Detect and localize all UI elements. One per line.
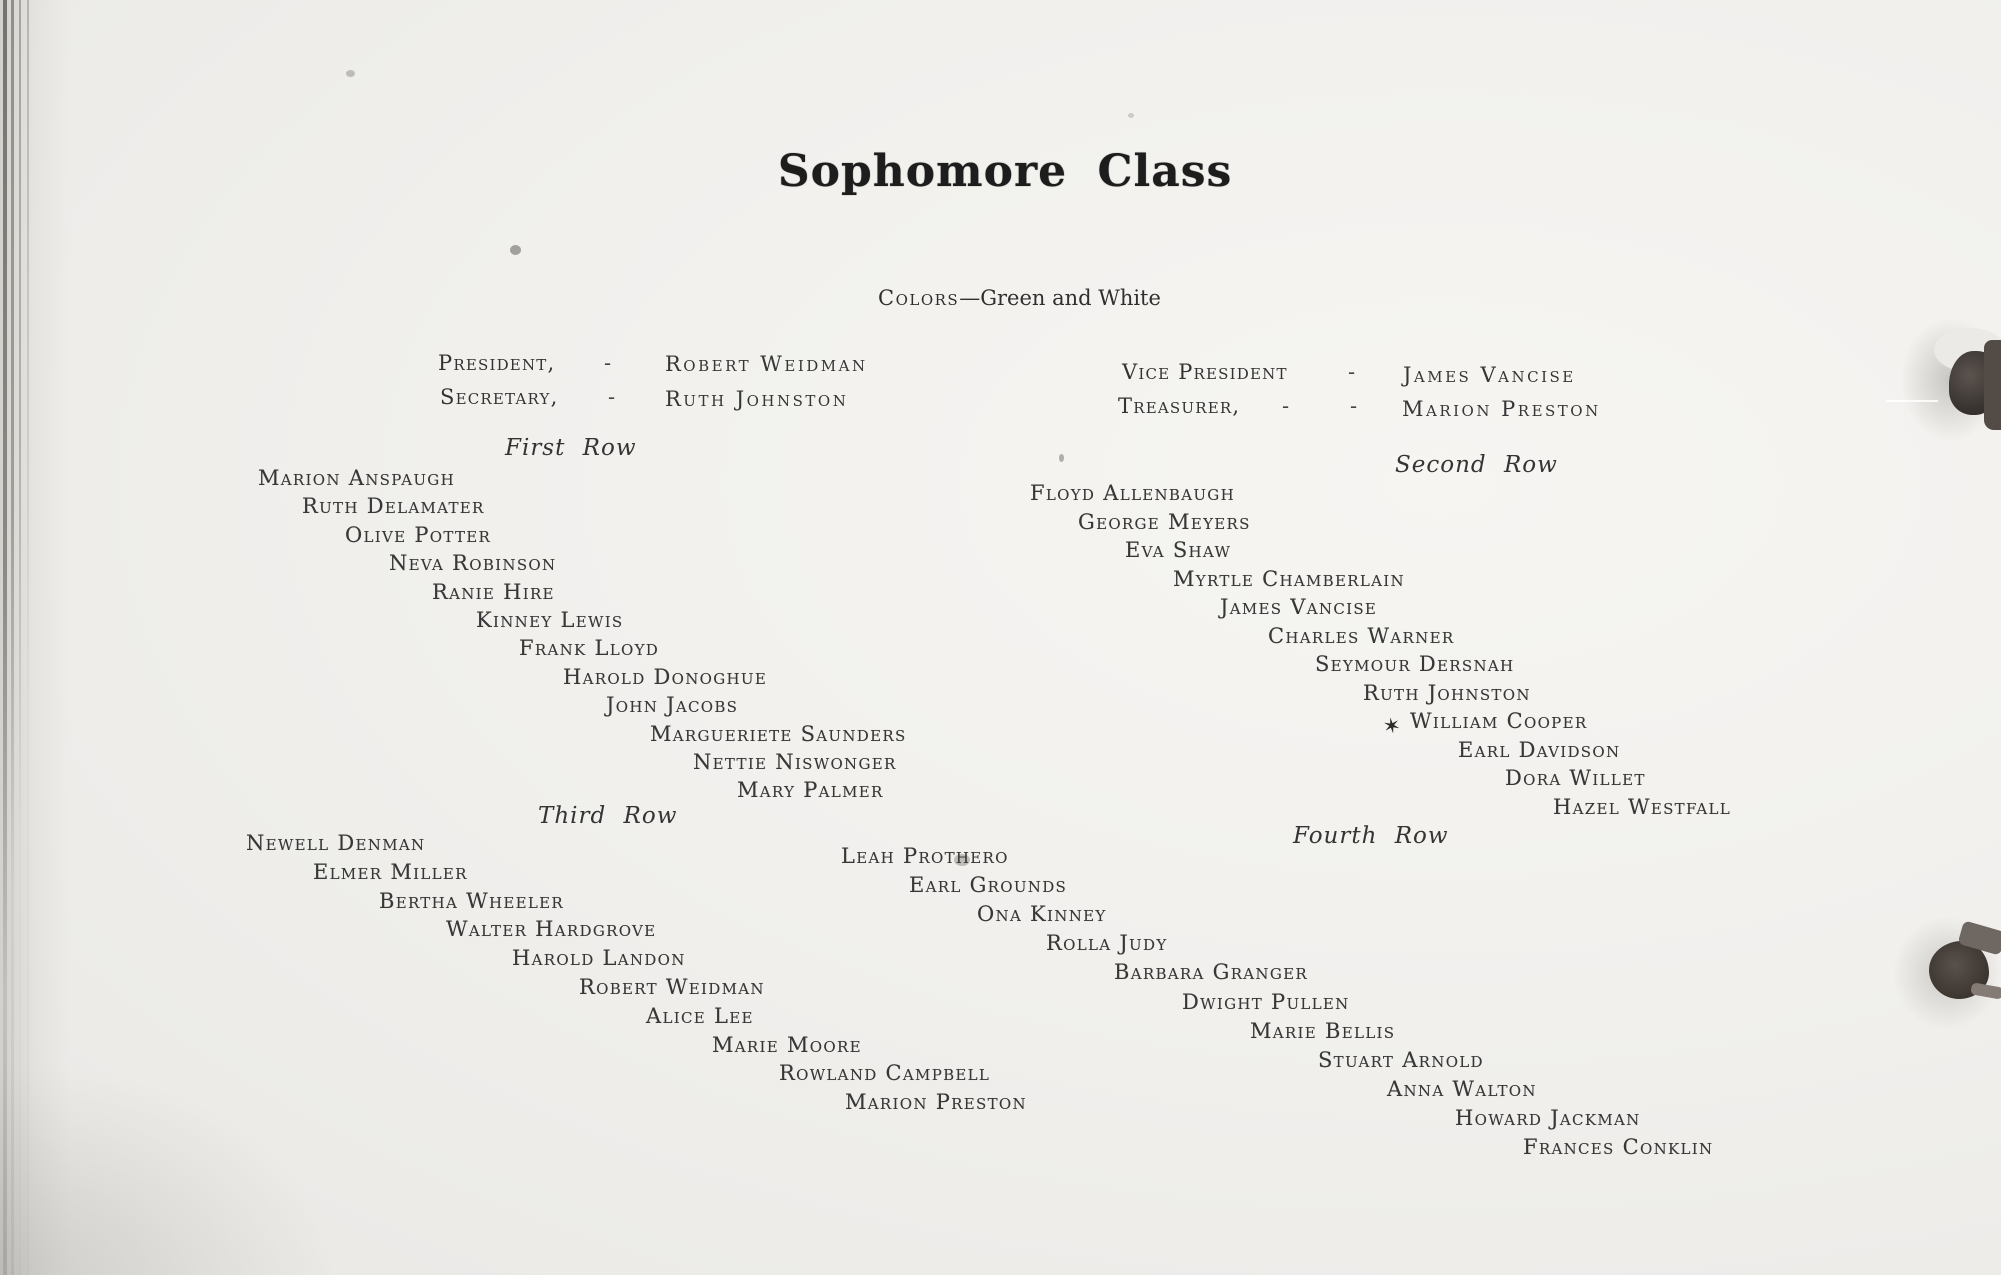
student-name: Newell Denman [246,831,426,855]
student-name: Rowland Campbell [779,1061,991,1085]
student-name: Marie Bellis [1250,1019,1396,1043]
page-title: Sophomore Class [777,146,1233,197]
student-name: Hazel Westfall [1553,795,1732,819]
student-name: Marion Anspaugh [258,466,455,490]
student-name: Rolla Judy [1046,931,1168,955]
student-name: Kinney Lewis [476,608,624,632]
student-name: Ruth Johnston [1363,681,1531,705]
second-row-heading: Second Row [1395,452,1558,478]
student-name: Charles Warner [1268,624,1455,648]
student-name: Nettie Niswonger [693,750,897,774]
student-name: Howard Jackman [1455,1106,1641,1130]
student-name: Alice Lee [646,1004,754,1028]
third-row-heading: Third Row [538,803,678,829]
dash: - [608,385,616,409]
dust-speck [954,854,970,866]
secretary-label: Secretary, [440,385,559,409]
student-name: John Jacobs [606,693,739,717]
student-name: Mary Palmer [737,778,884,802]
colors-value: —Green and White [959,286,1161,310]
student-name: Earl Davidson [1458,738,1621,762]
student-name: Dora Willet [1505,766,1646,790]
student-name: Ruth Delamater [302,494,485,518]
student-name: Margueriete Saunders [650,722,907,746]
student-name: Eva Shaw [1125,538,1232,562]
treasurer-name: Marion Preston [1402,397,1601,421]
student-name: Anna Walton [1387,1077,1537,1101]
student-name: Dwight Pullen [1182,990,1350,1014]
student-name: George Meyers [1078,510,1251,534]
dust-speck [806,787,811,792]
student-name: Olive Potter [345,523,492,547]
student-name: Frances Conklin [1523,1135,1714,1159]
student-name: Seymour Dersnah [1315,652,1515,676]
colors-label: Colors [878,286,960,310]
student-name: Harold Landon [512,946,686,970]
student-name: Ranie Hire [432,580,555,604]
vice-president-label: Vice President [1122,360,1288,384]
student-name: Marie Moore [712,1033,862,1057]
fourth-row-heading: Fourth Row [1293,823,1449,849]
treasurer-label: Treasurer, [1118,394,1241,418]
student-name: Myrtle Chamberlain [1173,567,1405,591]
dash: - [1282,394,1290,418]
dust-speck [510,245,521,255]
student-name: Stuart Arnold [1318,1048,1484,1072]
dust-speck [1128,113,1134,118]
dust-speck [346,70,355,77]
president-label: President, [438,351,556,375]
handwritten-asterisk-mark: ✶ [1381,712,1404,740]
dash: - [1350,394,1358,418]
student-name: James Vancise [1220,595,1378,619]
dust-speck [1059,454,1064,462]
student-name: Walter Hardgrove [446,917,657,941]
corner-shadow [0,1060,340,1275]
student-name: Frank Lloyd [519,636,660,660]
student-name: Barbara Granger [1114,960,1308,984]
student-name: Floyd Allenbaugh [1030,481,1235,505]
class-colors-line [878,286,1161,310]
student-name: Earl Grounds [909,873,1068,897]
student-name: Harold Donoghue [563,665,768,689]
student-name: Ona Kinney [977,902,1107,926]
first-row-heading: First Row [505,435,637,461]
scratch-mark [1886,400,1938,402]
student-name: Robert Weidman [579,975,765,999]
student-name: ✶ William Cooper [1381,709,1588,740]
dash: - [604,351,612,375]
secretary-name: Ruth Johnston [665,387,849,411]
student-name: Bertha Wheeler [379,889,564,913]
student-name: Leah Prothero [841,844,1009,868]
student-name: Marion Preston [845,1090,1027,1114]
student-name: Neva Robinson [389,551,557,575]
dash: - [1348,360,1356,384]
president-name: Robert Weidman [665,352,868,376]
binder-stain [1984,340,2001,430]
student-name: Elmer Miller [313,860,468,884]
vice-president-name: James Vancise [1403,363,1576,387]
